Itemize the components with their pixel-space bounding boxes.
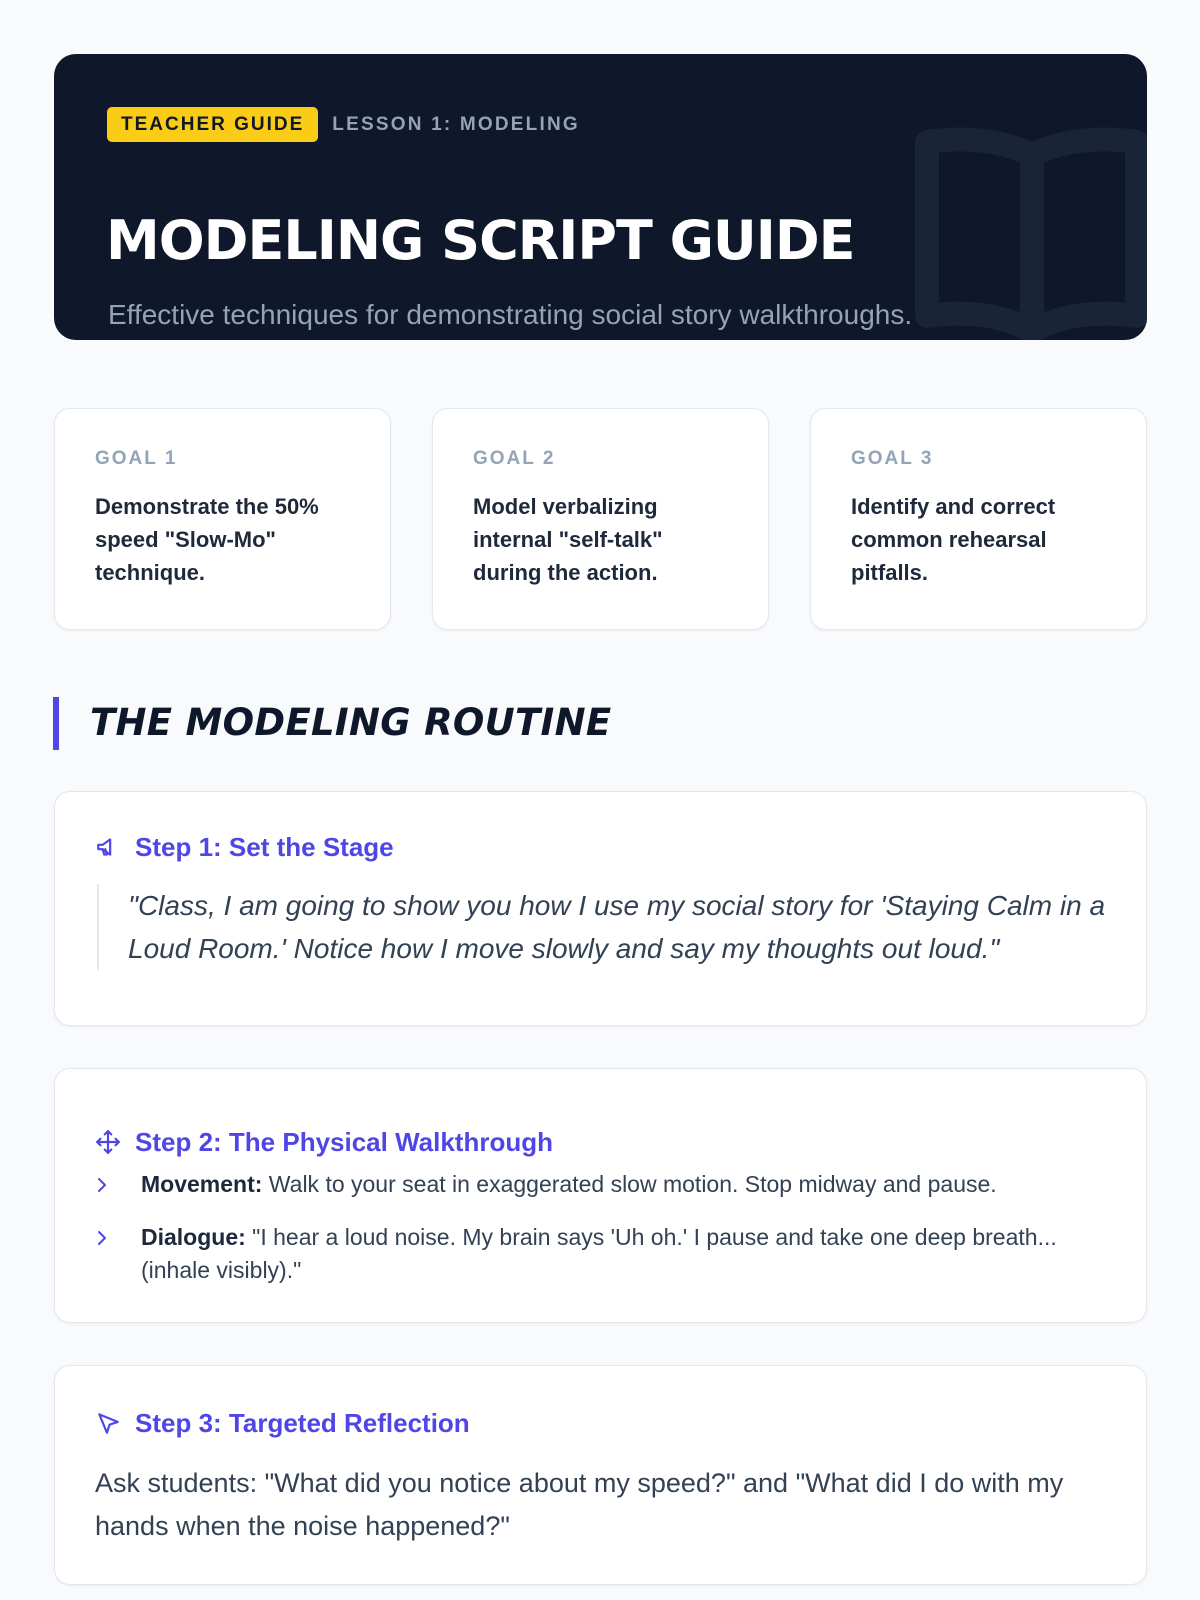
book-icon: [907, 116, 1147, 340]
lesson-tag: LESSON 1: MODELING: [332, 113, 580, 135]
goal-label: GOAL 2: [473, 448, 556, 469]
step-title: Step 2: The Physical Walkthrough: [135, 1127, 553, 1157]
bullet-label: Dialogue:: [141, 1224, 246, 1250]
step-quote: "Class, I am going to show you how I use my social story for 'Staying Calm in a Loud Room.' Notice how I move slowly and say my thoughts out loud.": [97, 884, 1107, 970]
goal-text: Identify and correct common rehearsal pitfalls.: [851, 494, 1056, 585]
header-banner: [54, 54, 1147, 340]
step-title: Step 1: Set the Stage: [135, 832, 394, 862]
step-card-2: [54, 1068, 1147, 1323]
page-title: MODELING SCRIPT GUIDE: [106, 209, 855, 272]
step-card-1: [54, 791, 1147, 1026]
step-title: Step 3: Targeted Reflection: [135, 1408, 470, 1438]
section-accent-bar: [53, 697, 59, 750]
cursor-icon: [95, 1410, 121, 1436]
goal-text: Demonstrate the 50% speed "Slow-Mo" technique.: [95, 494, 319, 585]
chevron-right-icon: [95, 1228, 109, 1248]
list-item: [95, 1168, 1061, 1201]
goal-card-1: [54, 408, 391, 630]
goal-card-2: [432, 408, 769, 630]
step-card-3: [54, 1365, 1147, 1585]
bullet-text: "I hear a loud noise. My brain says 'Uh oh.' I pause and take one deep breath... (inhale visibly).": [141, 1224, 1057, 1283]
teacher-guide-badge: TEACHER GUIDE: [107, 107, 318, 142]
page-subtitle: Effective techniques for demonstrating social story walkthroughs.: [108, 299, 913, 330]
goal-label: GOAL 3: [851, 448, 934, 469]
step-text: Ask students: "What did you notice about my speed?" and "What did I do with my hands when the noise happened?": [95, 1468, 1064, 1541]
section-title: THE MODELING ROUTINE: [90, 701, 612, 744]
bullet-label: Movement:: [141, 1171, 263, 1197]
list-item: [95, 1221, 1061, 1287]
bullet-text: Walk to your seat in exaggerated slow motion. Stop midway and pause.: [262, 1171, 997, 1197]
goal-label: GOAL 1: [95, 448, 178, 469]
goal-card-3: [810, 408, 1147, 630]
chevron-right-icon: [95, 1175, 109, 1195]
move-icon: [95, 1129, 121, 1155]
goal-text: Model verbalizing internal "self-talk" during the action.: [473, 494, 663, 585]
megaphone-icon: [95, 834, 121, 860]
